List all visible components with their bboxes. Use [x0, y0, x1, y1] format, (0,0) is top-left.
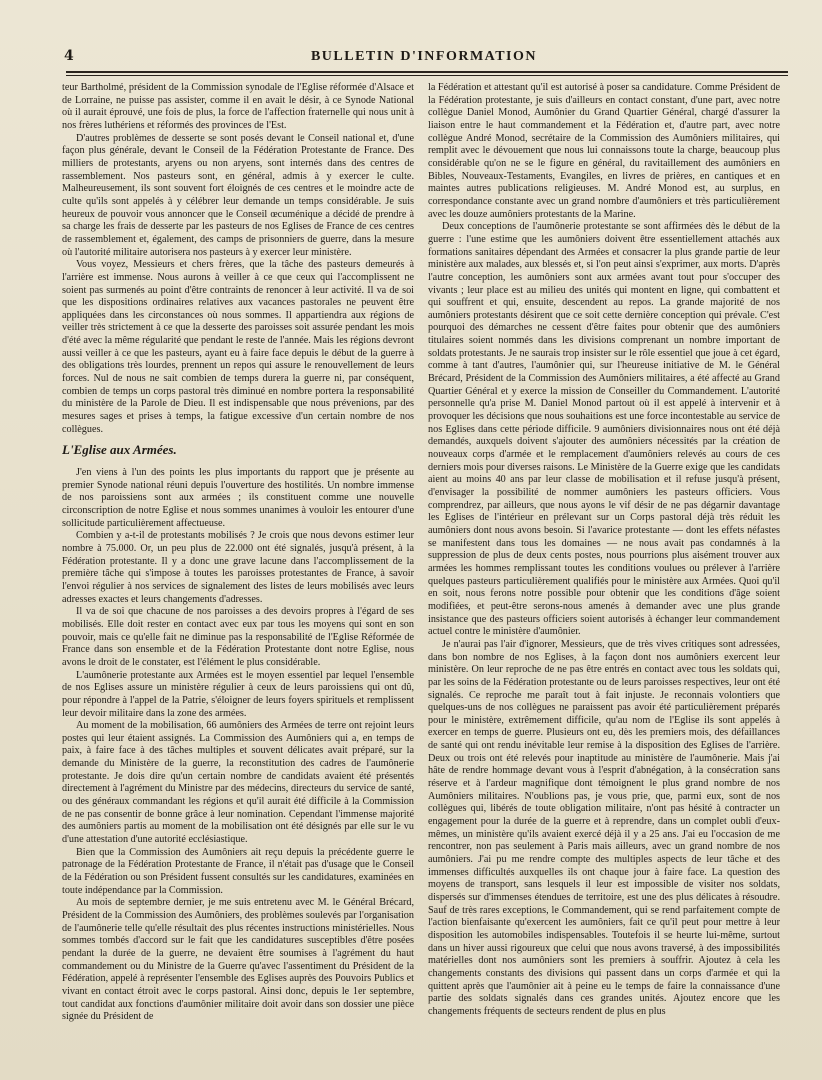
section-heading: L'Eglise aux Armées. [62, 442, 177, 458]
paragraph: Au moment de la mobilisation, 66 aumôniers des Armées de terre ont rejoint leurs postes qui leur étaient assignés. La Commission des Aumôniers qui a, en temps de paix, à faire face à des tâches multiples et souvent délicates avait préparé, sur la demande du Ministère de la guerre, la reconstitution des cadres de l'aumônerie protestante. Je dois dire qu'un certain nombre de candidats avaient été présentés directement à l'agrément du Ministre par des médecins, directeurs du service de santé, ou des généraux commandant les régions et qu'il aurait été difficile à la Commission de ne pas consentir de bonne grâce à leur nomination. Cependant l'immense majorité des aumôniers partis au moment de la mobilisation ont été désignés par elle sur le vu d'une attestation d'une autorité ecclésiastique. [62, 720, 414, 846]
paragraph: Bien que la Commission des Aumôniers ait reçu depuis la précédente guerre le patronage de la Fédération Protestante de France, il n'était pas d'usage que le Conseil de la Fédération ou son Président fussent consultés sur les candidatures, examinées en toute indépendance par la Commission. [62, 846, 414, 896]
paragraph: Au mois de septembre dernier, je me suis entretenu avec M. le Général Brécard, Président de la Commission des Aumôniers, des problèmes soulevés par l'organisation de l'aumônerie telle qu'elle résultait des plus récentes instructions ministérielles. Nous sommes tombés d'accord sur le fait que les candidatures susceptibles d'être posées pendant la durée de la guerre, ne devaient être soumises à l'agrément du haut commandement ou du Ministre de la Guerre qu'avec l'assentiment du Président de la Fédération, appelé à représenter l'ensemble des Eglises auprès des Pouvoirs Publics et vivant en contact étroit avec le corps pastoral. Ainsi donc, depuis le 1er septembre, tout candidat aux fonctions d'aumônier militaire doit avoir dans son dossier une pièce signée du Président de [62, 897, 414, 1023]
paragraph: Vous voyez, Messieurs et chers frères, que la tâche des pasteurs demeurés à l'arrière est immense. Nous aurons à veiller à ce que ceux qui l'accomplissent ne soient pas surmenés au point d'être contraints de renoncer à leur activité. Il va de soi que les dispositions ordinaires relatives aux vacances pastorales ne peuvent être appliquées dans les circonstances où nous sommes. Il appartiendra aux régions de veiller très strictement à ce que la desserte des paroisses soit assurée pendant les mois d'été avec la même régularité que pendant le reste de l'année. Mais les régions devront aussi veiller à ce que les pasteurs, ayant eu à faire face depuis le début de la guerre à des obligations très lourdes, prennent un repos qui assure le renouvellement de leurs forces. Nul de nous ne sait combien de temps durera la guerre ni, par conséquent, combien de temps un corps pastoral très diminué en nombre portera la responsabilité du ministère de la Parole de Dieu. Il est indispensable que nous prévenions, par des mesures sages et prises à temps, la fatigue excessive d'un certain nombre de nos collègues. [62, 259, 414, 435]
paragraph: D'autres problèmes de desserte se sont posés devant le Conseil national et, d'une façon plus générale, devant le Conseil de la Fédération Protestante de France. Des milliers de protestants, aryens ou non aryens, sont internés dans des centres de rassemblement. Nos pasteurs sont, en général, admis à y exercer le culte. Malheureusement, ils sont souvent fort éloignés de ces centres et le moindre acte de culte qu'ils sont appelés à y célébrer leur demande un temps considérable. Je suis heureux de pouvoir vous annoncer que le Conseil œcuménique a décidé de prendre à sa charge les frais de desserte par les pasteurs de nos Eglises de France de ces centres de rassemblement et, également, des camps de prisonniers de guerre, dans la mesure où l'autorité militaire autorisera nos pasteurs à y exercer leur ministère. [62, 132, 414, 258]
page-header [64, 48, 784, 68]
page-number: 4 [64, 48, 74, 64]
paragraph: Il va de soi que chacune de nos paroisses a des devoirs propres à l'égard de ses mobilisés. Elle doit rester en contact avec eux par tous les moyens qui sont en son pouvoir, mais ce qu'elle fait ne diminue pas la responsabilité de l'Eglise Réformée de France dans son ensemble et de la Fédération Protestante dont notre Eglise, nous avons le droit de le constater, est l'élément le plus considérable. [62, 606, 414, 668]
header-rule [66, 71, 788, 73]
paragraph: Je n'aurai pas l'air d'ignorer, Messieurs, que de très vives critiques sont adressées, dans bon nombre de nos Eglises, à la façon dont nos aumôniers exercent leur ministère. On leur reproche de ne pas être entrés en contact avec tous les soldats qui, par les soins de la Fédération protestante ou de leurs paroisses respectives, leur ont été signalés. Ce reproche me paraît tout à fait injuste. Je reconnais volontiers que quelques-uns de nos collègues ne paraissent pas avoir été particulièrement préparés pour le ministère, extrêmement difficile, qu'au nom de l'Eglise ils sont appelés à exercer en temps de guerre. Plusieurs ont eu, dès les premiers mois, des défaillances de santé qui ont rendu inévitable leur remise à la disposition des Eglises de l'arrière. Deux ou trois ont été relevés pour inaptitude au ministère de l'aumônerie. Mais j'ai hâte de rendre hommage devant vous à l'esprit d'abnégation, à la consécration sans réserve et à l'ardeur magnifique dont témoignent le plus grand nombre de nos Aumôniers militaires. N'oublions pas, je vous prie, que, parmi eux, sont de nos collègues qui, libérés de toute obligation militaire, n'ont pas hésité à contracter un engagement pour la durée de la guerre et à reprendre, dans un complet oubli d'eux-mêmes, un ministère qu'ils avaient exercé déjà il y a 25 ans. J'ai eu l'occasion de me rencontrer, non pas seulement à Paris mais ailleurs, avec un grand nombre de nos aumôniers. J'ai pu me rendre compte des multiples aspects de leur tâche et des immenses difficultés auxquelles ils ont chaque jour à faire face. La question des moyens de transport, sans lesquels il leur est impossible de visiter nos soldats, dispersés sur d'immenses étendues de territoire, est une des plus délicates à résoudre. Sauf de très rares exceptions, le Commandement, qui se rend parfaitement compte de l'action bienfaisante qu'exercent les aumôniers, fait ce qu'il peut pour mettre à leur disposition les automobiles indispensables. Toutefois il se heurte lui-même, surtout dans un hiver aussi rigoureux que celui que nous avons traversé, à des impossibilités matérielles dont nos aumôniers sont les premiers à souffrir. Ajoutez à cela les changements constants des divisions qui passent dans un corps d'armée et qui la quittent après que l'aumônier ait à peine eu le temps de faire la connaissance d'une partie des soldats signalés dans ces grandes unités. Ajoutez encore que les changements fréquents de secteurs rendent de plus en plus [428, 638, 780, 1017]
header-rule-thin [66, 75, 788, 76]
running-title: BULLETIN D'INFORMATION [310, 49, 538, 64]
paragraph: J'en viens à l'un des points les plus importants du rapport que je présente au premier Synode national réuni depuis l'ouverture des hostilités. Un nombre immense de nos paroissiens sont aux armées ; ils constituent comme une nouvelle circonscription de notre Eglise et nous sommes unanimes à vouloir les entourer d'une sollicitude particulièrement affectueuse. [62, 467, 414, 529]
paragraph: teur Bartholmé, président de la Commission synodale de l'Eglise réformée d'Alsace et de Lorraine, ne puisse pas assister, comme il en avait le désir, à ce Synode National où il aurait éprouvé, une fois de plus, la force de l'affection fraternelle qui nous unit à nos frères luthériens et réformés des provinces de l'Est. [62, 82, 414, 131]
paragraph: L'aumônerie protestante aux Armées est le moyen essentiel par lequel l'ensemble de nos Eglises assure un ministère régulier à ceux de leurs paroissiens qui ont dû, pour répondre à l'appel de la Patrie, s'éloigner de leurs foyers spirituels et remplissent leur devoir militaire dans la zone des armées. [62, 669, 414, 719]
paragraph: la Fédération et attestant qu'il est autorisé à poser sa candidature. Comme Président de la Fédération protestante, je suis d'ailleurs en contact constant, d'une part, avec notre collègue Daniel Monod, Aumônier du Grand Quartier Général, chargé d'assurer la liaison entre le haut commandement et la Fédération et, d'autre part, avec notre collègue André Monod, secrétaire de la Commission des Aumôniers militaires, qui remplit avec le dévouement que nous lui connaissons toute la charge, beaucoup plus considérable qu'on ne se le figure en général, du ravitaillement des aumôniers en Bibles, Nouveaux-Testaments, Evangiles, en livres de prières, en cantiques et en maintes autres publications religieuses. M. André Monod est, au surplus, en correspondance constante avec un grand nombre d'aumôniers et très particulièrement avec les douze aumôniers protestants de la Marine. [428, 82, 780, 220]
left-column [62, 82, 414, 1067]
paragraph: Deux conceptions de l'aumônerie protestante se sont affirmées dès le début de la guerre : l'une estime que les aumôniers doivent être essentiellement attachés aux formations sanitaires dépendant des Armées et consacrer la plus grande partie de leur ministère aux malades, aux blessés et, si l'on peut ainsi s'exprimer, aux morts. D'après l'autre conception, les aumôniers sont aux armées avant tout pour s'occuper des vivants ; leur place est au milieu des unités qui montent en ligne, qui combattent et qui souffrent et qui, ensuite, descendent au repos. La grande majorité de nos aumôniers protestants désirent que ce soit cette dernière conception qui prévale. C'est pourquoi des démarches ne cessent d'être faites pour obtenir que des aumôniers titulaires soient nommés dans les divisions comprenant un nombre important de soldats protestants. Je ne saurais trop insister sur le rôle essentiel que joue à cet égard, comme à tant d'autres, l'aumônier qui, sur l'heureuse initiative de M. le Général Brécard, Président de la Commission des Aumôniers militaires, a été affecté au Grand Quartier Général et y exerce la mission de Conseiller du Commandement. L'autorité personnelle qu'a prise M. Daniel Monod partout où il est appelé à intervenir et à provoquer les décisions que nous souhaitions est une force incontestable au service de nos Eglises dans cette période difficile. 9 aumôniers divisionnaires nous ont été déjà demandés, auxquels doivent s'ajouter des aumôniers nécessités par la création de nouveaux corps d'armée et le remplacement d'aumôniers relevés au cours de ces derniers mois pour diverses raisons. Le Ministère de la Guerre exige que les candidats aient au moins 40 ans par leur classe de mobilisation et il refuse jusqu'à présent, d'envisager la possibilité de nommer aumôniers les pasteurs officiers. Vous comprendrez, par ailleurs, que nous ayons le vif désir de ne pas dégarnir davantage les Eglises de l'intérieur en prélevant sur un Corps pastoral déjà très réduit les aumôniers dont nous avons besoin. Si l'avarice protestante — dont les effets néfastes se manifestent dans tous les domaines — ne nous avait pas condamnés à la suppression de plus de deux cents postes, nous pourrions plus aisément trouver aux armées les hommes remplissant toutes les conditions voulues ou prélever à l'arrière quelques pasteurs particulièrement qualifiés pour le ministère aux Armées. Quoi qu'il en soit, nous ferons notre possible pour obtenir que les conditions d'âge soient modifiées, et peut-être serons-nous amenés à demander avec une plus grande insistance que des pasteurs officiers soient autorisés à échanger leur commandement actuel contre le ministère d'aumônier. [428, 221, 780, 638]
paragraph: Combien y a-t-il de protestants mobilisés ? Je crois que nous devons estimer leur nombre à 75.000. Or, un peu plus de 22.000 ont été signalés, jusqu'à présent, à la Fédération protestante. Il y a donc une grave lacune dans l'accomplissement de la première tâche qui s'impose à toutes les paroisses protestantes de France, à savoir l'envoi régulier à nos services de signalement des listes de leurs mobilisés avec leurs adresses exactes et leurs changements d'adresses. [62, 530, 414, 605]
right-column [428, 82, 780, 1067]
